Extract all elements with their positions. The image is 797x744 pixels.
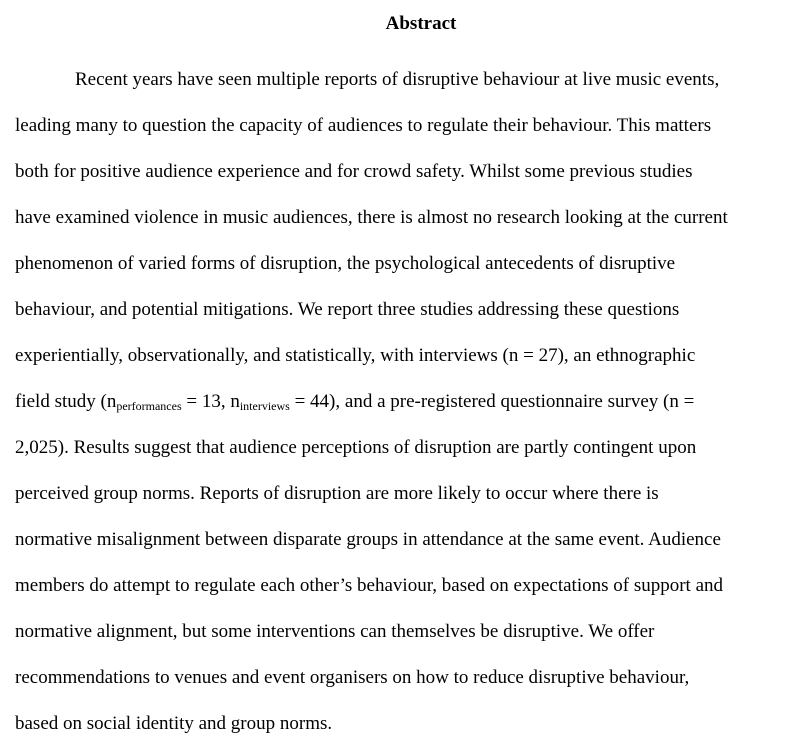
abstract-line-8 [15,389,694,415]
abstract-line-6: behaviour, and potential mitigations. We report three studies addressing these questions [15,299,680,320]
line-8-text-1: field study (n [15,391,117,412]
abstract-line-3: both for positive audience experience and for crowd safety. Whilst some previous studies [15,161,693,182]
abstract-line-10: perceived group norms. Reports of disruption are more likely to occur where there is [15,483,659,504]
line-8-text-2: = 13, n [181,391,240,412]
line-8-text-3: = 44), and a pre-registered questionnaire survey (n = [289,391,695,412]
abstract-line-11: normative misalignment between disparate groups in attendance at the same event. Audience [15,529,721,550]
abstract-line-15: based on social identity and group norms. [15,713,333,734]
abstract-heading: Abstract [385,13,457,34]
abstract-line-7: experientially, observationally, and statistically, with interviews (n = 27), an ethnographic [15,345,696,366]
abstract-line-5: phenomenon of varied forms of disruption, the psychological antecedents of disruptive [15,253,676,274]
abstract-line-9: 2,025). Results suggest that audience perceptions of disruption are partly contingent upon [15,437,697,458]
subscript-interviews: interviews [239,399,290,413]
abstract-line-2: leading many to question the capacity of audiences to regulate their behaviour. This matters [15,115,712,136]
abstract-line-14: recommendations to venues and event organisers on how to reduce disruptive behaviour, [15,667,690,688]
subscript-performances: performances [116,399,182,413]
abstract-line-13: normative alignment, but some interventions can themselves be disruptive. We offer [15,621,655,642]
abstract-line-1: Recent years have seen multiple reports of disruptive behaviour at live music events, [75,69,720,90]
abstract-line-4: have examined violence in music audiences, there is almost no research looking at the current [15,207,728,228]
abstract-line-12: members do attempt to regulate each other’s behaviour, based on expectations of support and [15,575,724,596]
